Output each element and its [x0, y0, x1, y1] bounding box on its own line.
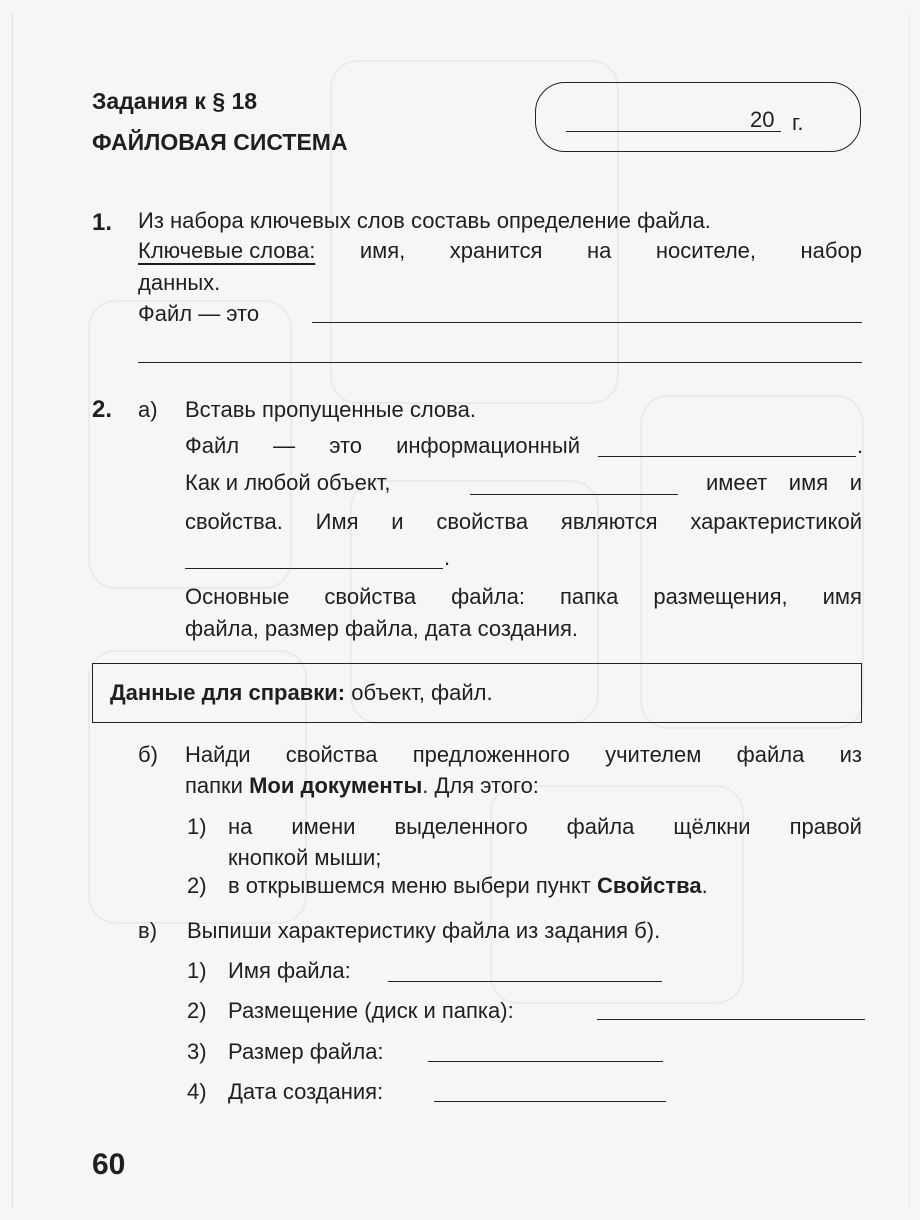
- word: имени: [291, 814, 356, 839]
- step-number: 2): [187, 873, 207, 898]
- word: файла: [736, 742, 805, 767]
- word: Файл: [185, 433, 240, 458]
- word: свойства: [324, 584, 417, 609]
- item-label: Размер файла:: [228, 1039, 384, 1064]
- sentence-end: .: [857, 433, 864, 458]
- item-number: 2): [187, 998, 207, 1023]
- answer-line[interactable]: [434, 1101, 666, 1102]
- task-1-number: 1.: [92, 209, 113, 236]
- part-a-label: а): [138, 397, 158, 422]
- word: Найди: [185, 742, 251, 767]
- blank-line[interactable]: [185, 568, 443, 569]
- definition-start: Файл — это: [138, 301, 260, 326]
- folder-name: Мои документы: [249, 773, 423, 798]
- word: правой: [789, 814, 862, 839]
- reference-box: [92, 663, 862, 723]
- reference-text: объект, файл.: [351, 680, 493, 705]
- date-suffix: г.: [792, 110, 804, 135]
- part-a-title: Вставь пропущенные слова.: [185, 397, 476, 422]
- item-label: Имя файла:: [228, 958, 351, 983]
- word: и: [391, 509, 404, 534]
- section-heading: Задания к § 18: [92, 88, 258, 114]
- date-year: 20: [750, 107, 775, 132]
- item-number: 4): [187, 1079, 207, 1104]
- task-1-keywords-line: [138, 238, 862, 264]
- sentence-end: .: [444, 545, 451, 570]
- word: являются: [560, 509, 658, 534]
- page-title: ФАЙЛОВАЯ СИСТЕМА: [92, 129, 348, 155]
- word: папка: [559, 584, 619, 609]
- answer-line[interactable]: [312, 322, 862, 323]
- text: .: [701, 873, 708, 898]
- word: щёлкни: [673, 814, 751, 839]
- word: предложенного: [412, 742, 570, 767]
- word: имя: [822, 584, 862, 609]
- keyword: хранится: [449, 238, 543, 263]
- item-number: 3): [187, 1039, 207, 1064]
- fill-sentence-2-end: [706, 470, 862, 496]
- step-number: 1): [187, 814, 207, 839]
- file-properties-line-2: файла, размер файла, дата создания.: [185, 616, 579, 641]
- reference-label: Данные для справки:: [110, 680, 346, 705]
- text: имеет имя и: [706, 470, 862, 495]
- keyword: на: [586, 238, 612, 263]
- step-1-line-2: кнопкой мыши;: [228, 845, 382, 870]
- task-2-number: 2.: [92, 396, 113, 423]
- word: учителем: [605, 742, 702, 767]
- answer-line[interactable]: [428, 1061, 663, 1062]
- word: свойства: [285, 742, 378, 767]
- text: папки: [185, 773, 243, 798]
- file-properties-line-1: [185, 584, 862, 610]
- fill-sentence-1: [185, 433, 580, 459]
- blank-line[interactable]: [470, 494, 678, 495]
- word: файла: [566, 814, 635, 839]
- item-number: 1): [187, 958, 207, 983]
- part-c-label: в): [138, 918, 158, 943]
- part-b-line-1: [185, 742, 862, 768]
- word: выделенного: [394, 814, 528, 839]
- text: . Для этого:: [422, 773, 539, 798]
- keyword: носителе,: [655, 238, 757, 263]
- word: размещения,: [653, 584, 788, 609]
- date-box: [535, 82, 861, 152]
- menu-item-name: Свойства: [597, 873, 702, 898]
- word: информационный: [396, 433, 580, 458]
- part-c-title: Выпиши характеристику файла из задания б).: [187, 918, 661, 943]
- blank-line[interactable]: [598, 456, 856, 457]
- word: Имя: [315, 509, 359, 534]
- word: свойства.: [185, 509, 283, 534]
- word: Основные: [185, 584, 290, 609]
- word: на: [228, 814, 253, 839]
- answer-line[interactable]: [388, 981, 662, 982]
- task-1-keywords-continued: данных.: [138, 270, 221, 295]
- task-1-instruction: Из набора ключевых слов составь определение файла.: [138, 208, 711, 233]
- step-1-line-1: [228, 814, 862, 840]
- part-b-label: б): [138, 742, 158, 767]
- item-label: Дата создания:: [228, 1079, 384, 1104]
- word: файла:: [451, 584, 525, 609]
- word: свойства: [436, 509, 529, 534]
- answer-line[interactable]: [138, 362, 862, 363]
- word: это: [329, 433, 363, 458]
- keywords-label: Ключевые слова:: [138, 238, 316, 263]
- answer-line[interactable]: [597, 1019, 865, 1020]
- word: —: [273, 433, 296, 458]
- step-2-line: [228, 873, 708, 899]
- reference-line: [110, 680, 493, 706]
- part-b-line-2: [185, 773, 539, 799]
- fill-sentence-3: [185, 509, 862, 535]
- item-label: Размещение (диск и папка):: [228, 998, 514, 1023]
- date-blank-line: [566, 131, 781, 132]
- fill-sentence-2-start: Как и любой объект,: [185, 470, 391, 495]
- keyword: имя,: [359, 238, 406, 263]
- word: характеристикой: [690, 509, 862, 534]
- word: из: [839, 742, 862, 767]
- text: в открывшемся меню выбери пункт: [228, 873, 591, 898]
- keyword: набор: [800, 238, 862, 263]
- page-number: 60: [92, 1148, 126, 1181]
